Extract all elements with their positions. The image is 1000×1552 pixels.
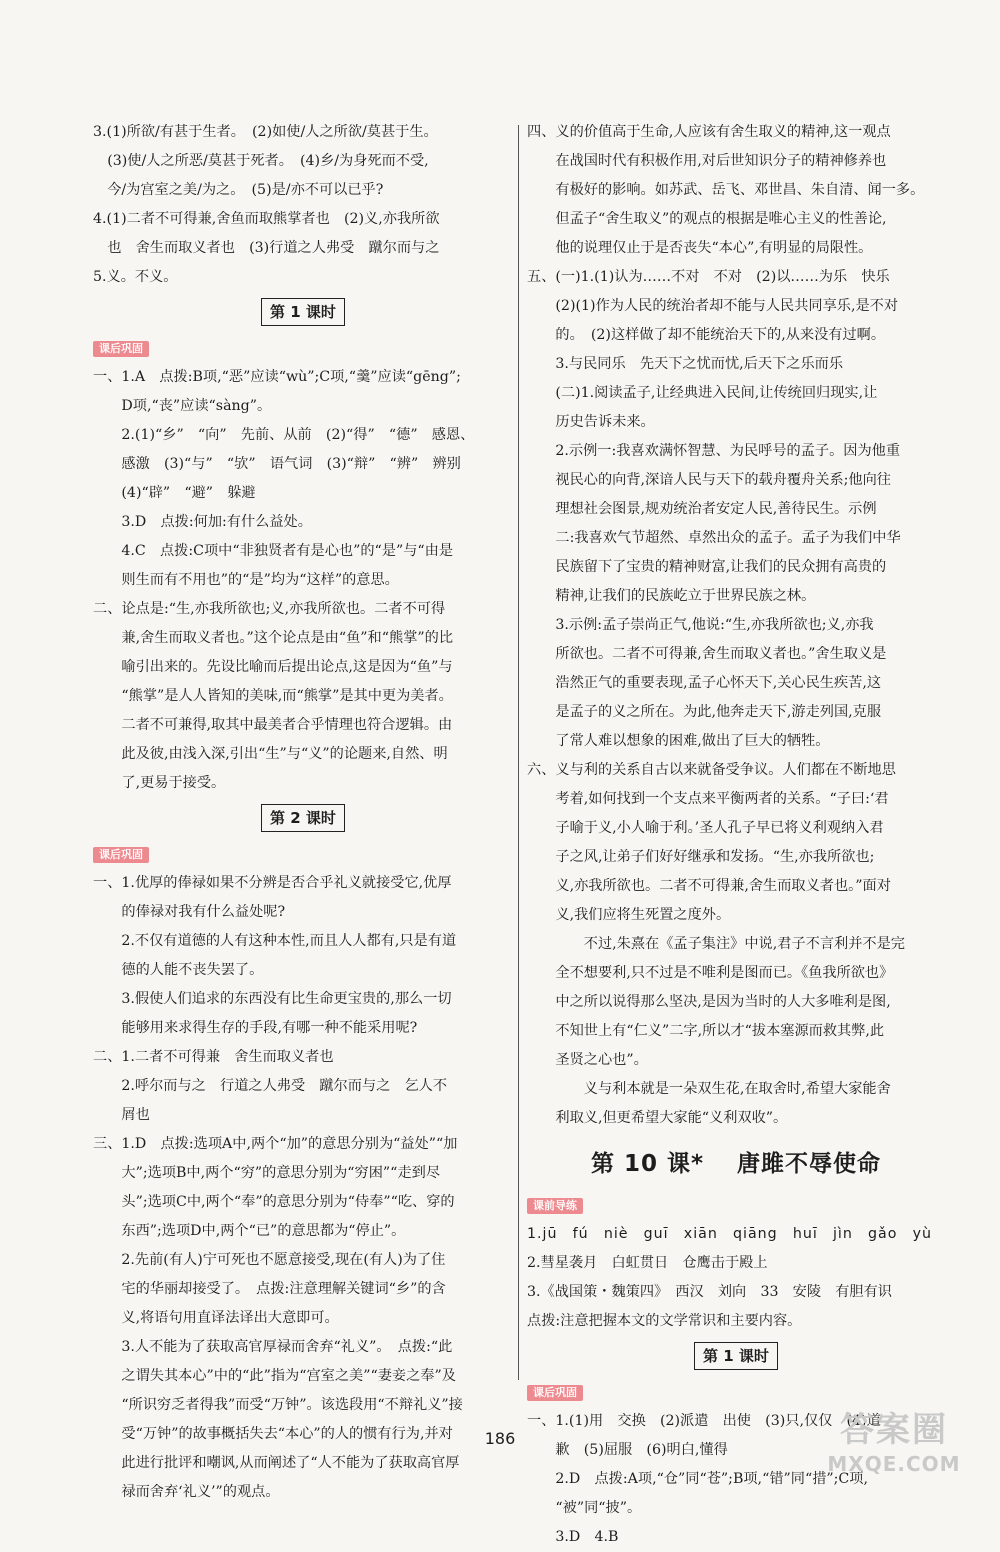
text-line: 歉 (5)屈服 (6)明白,懂得 bbox=[555, 1442, 728, 1458]
text-line: 也 舍生而取义者也 (3)行道之人弗受 蹴尔而与之 bbox=[107, 240, 440, 256]
text-line: 义与利本就是一朵双生花,在取舍时,希望大家能舍 bbox=[583, 1081, 891, 1097]
text-line: 考着,如何找到一个支点来平衡两者的关系。“子曰:‘君 bbox=[555, 791, 889, 807]
text-line: 二、论点是:“生,亦我所欲也;义,亦我所欲也。二者不可得 bbox=[93, 601, 446, 617]
section-heading: 第 1 课时 bbox=[261, 298, 345, 326]
text-line: D项,“丧”应读“sàng”。 bbox=[121, 398, 272, 414]
lesson-title: 第 10 课* 唐雎不辱使命 bbox=[590, 1151, 882, 1177]
text-line: (2)(1)作为人民的统治者却不能与人民共同享乐,是不对 bbox=[555, 298, 899, 314]
text-line: 义,亦我所欲也。二者不可得兼,舍生而取义者也。”面对 bbox=[555, 878, 891, 894]
section-tag: 课后巩固 bbox=[93, 341, 149, 357]
text-line: 中之所以说得那么坚决,是因为当时的人大多唯利是图, bbox=[555, 994, 891, 1010]
text-line: 3.《战国策・魏策四》 西汉 刘向 33 安陵 有胆有识 bbox=[527, 1284, 892, 1300]
text-line: 感激 (3)“与” “欤” 语气词 (3)“辩” “辨” 辨别 bbox=[121, 456, 461, 472]
text-line: 理想社会图景,规劝统治者安定人民,善待民生。示例 bbox=[555, 501, 877, 517]
text-line: 3.假使人们追求的东西没有比生命更宝贵的,那么一切 bbox=[121, 991, 452, 1007]
text-line: “熊掌”是人人皆知的美味,而“熊掌”是其中更为美者。 bbox=[121, 688, 453, 704]
text-line: 不知世上有“仁义”二字,所以才“拔本塞源而救其弊,此 bbox=[555, 1023, 885, 1039]
text-line: 不过,朱熹在《孟子集注》中说,君子不言利并不是完 bbox=[583, 936, 905, 952]
text-line: 一、1.优厚的俸禄如果不分辨是否合乎礼义就接受它,优厚 bbox=[93, 875, 452, 891]
text-line: 东西”;选项D中,两个“已”的意思都为“停止”。 bbox=[121, 1223, 406, 1239]
text-line: 的俸禄对我有什么益处呢? bbox=[121, 904, 286, 920]
text-line: 历史告诉未来。 bbox=[555, 414, 655, 430]
text-line: 所欲也。二者不可得兼,舍生而取义者也。”舍生取义是 bbox=[555, 646, 887, 662]
text-line: 全不想要利,只不过是不唯利是图而已。《鱼我所欲也》 bbox=[555, 965, 894, 981]
text-line: 大”;选项B中,两个“穷”的意思分别为“穷困”“走到尽 bbox=[121, 1165, 441, 1181]
text-line: 三、1.D 点拨:选项A中,两个“加”的意思分别为“益处”“加 bbox=[93, 1136, 458, 1152]
text-line: 了,更易于接受。 bbox=[121, 775, 226, 791]
text-line: 1.jū fú niè guī xiān qiāng huī jìn gǎo yù bbox=[527, 1226, 932, 1242]
text-line: 子之风,让弟子们好好继承和发扬。“生,亦我所欲也; bbox=[555, 849, 875, 865]
watermark-logo: 答案圈 bbox=[840, 1410, 948, 1450]
text-line: 二、1.二者不可得兼 舍生而取义者也 bbox=[93, 1049, 334, 1065]
text-line: 是孟子的义之所在。为此,他奔走天下,游走列国,克服 bbox=[555, 704, 882, 720]
text-line: 3.人不能为了获取高官厚禄而舍弃“礼义”。 点拨:“此 bbox=[121, 1339, 453, 1355]
text-line: 今/为宫室之美/为之。 (5)是/亦不可以已乎? bbox=[107, 182, 384, 198]
text-line: 之谓失其本心”中的“此”指为“宫室之美”“妻妾之奉”及 bbox=[121, 1368, 456, 1384]
text-line: 屑也 bbox=[121, 1107, 150, 1123]
text-line: 二者不可兼得,取其中最美者合乎情理也符合逻辑。由 bbox=[121, 717, 453, 733]
text-line: 点拨:注意把握本文的文学常识和主要内容。 bbox=[527, 1313, 802, 1329]
watermark bbox=[808, 1408, 980, 1486]
text-line: 能够用来求得生存的手段,有哪一种不能采用呢? bbox=[121, 1020, 418, 1036]
text-line: 禄而舍弃‘礼义’”的观点。 bbox=[121, 1484, 280, 1500]
text-line: 五、(一)1.(1)认为……不对 不对 (2)以……为乐 快乐 bbox=[527, 269, 890, 285]
text-line: 四、义的价值高于生命,人应该有舍生取义的精神,这一观点 bbox=[527, 124, 891, 140]
text-line: 4.(1)二者不可得兼,舍鱼而取熊掌者也 (2)义,亦我所欲 bbox=[93, 211, 440, 227]
text-line: 他的说理仅止于是否丧失“本心”,有明显的局限性。 bbox=[555, 240, 873, 256]
text-line: 3.(1)所欲/有甚于生者。 (2)如使/人之所欲/莫甚于生。 bbox=[93, 124, 438, 140]
text-line: 子喻于义,小人喻于利。’圣人孔子早已将义利观纳入君 bbox=[555, 820, 884, 836]
text-line: 利取义,但更希望大家能“义利双收”。 bbox=[555, 1110, 788, 1126]
text-line: 视民心的向背,深谙人民与天下的载舟覆舟关系;他向往 bbox=[555, 472, 891, 488]
text-line: 宅的华丽却接受了。 点拨:注意理解关键词“乡”的含 bbox=[121, 1281, 446, 1297]
text-line: 兼,舍生而取义者也。”这个论点是由“鱼”和“熊掌”的比 bbox=[121, 630, 454, 646]
text-line: 了常人难以想象的困难,做出了巨大的牺牲。 bbox=[555, 733, 830, 749]
text-line: 则生而有不用也”的“是”均为“这样”的意思。 bbox=[121, 572, 399, 588]
text-line: 浩然正气的重要表现,孟子心怀天下,关心民生疾苦,这 bbox=[555, 675, 882, 691]
text-line: 喻引出来的。先设比喻而后提出论点,这是因为“鱼”与 bbox=[121, 659, 453, 675]
text-line: 3.与民同乐 先天下之忧而忧,后天下之乐而乐 bbox=[555, 356, 844, 372]
text-line: 2.(1)“乡” “向” 先前、从前 (2)“得” “德” 感恩、 bbox=[121, 427, 475, 443]
text-line: 3.示例:孟子崇尚正气,他说:“生,亦我所欲也;义,亦我 bbox=[555, 617, 874, 633]
column-divider bbox=[518, 125, 519, 1380]
section-heading: 第 2 课时 bbox=[261, 804, 345, 832]
text-line: 此及彼,由浅入深,引出“生”与“义”的论题来,自然、明 bbox=[121, 746, 448, 762]
text-line: 3.D 点拨:何加:有什么益处。 bbox=[121, 514, 312, 530]
text-line: 义,将语句用直译法译出大意即可。 bbox=[121, 1310, 339, 1326]
left-column bbox=[93, 118, 513, 1507]
text-line: 2.示例一:我喜欢满怀智慧、为民呼号的孟子。因为他重 bbox=[555, 443, 901, 459]
text-line: 德的人能不丧失罢了。 bbox=[121, 962, 264, 978]
text-line: 此进行批评和嘲讽,从而阐述了“人不能为了获取高官厚 bbox=[121, 1455, 460, 1471]
text-line: 5.义。不义。 bbox=[93, 269, 178, 285]
text-line: 的。 (2)这样做了却不能统治天下的,从来没有过啊。 bbox=[555, 327, 886, 343]
text-line: 一、1.(1)用 交换 (2)派遣 出使 (3)只,仅仅 (4)道 bbox=[527, 1413, 881, 1429]
watermark-url: MXQE.COM bbox=[827, 1452, 961, 1476]
text-line: 2.不仅有道德的人有这种本性,而且人人都有,只是有道 bbox=[121, 933, 457, 949]
text-line: (二)1.阅读孟子,让经典进入民间,让传统回归现实,让 bbox=[555, 385, 878, 401]
section-tag: 课后巩固 bbox=[527, 1385, 583, 1401]
text-line: “所识穷乏者得我”而受“万钟”。该选段用“不辩礼义”接 bbox=[121, 1397, 463, 1413]
text-line: 3.D 4.B bbox=[555, 1529, 619, 1545]
text-line: 2.D 点拨:A项,“仓”同“苍”;B项,“错”同“措”;C项, bbox=[555, 1471, 868, 1487]
text-line: 一、1.A 点拨:B项,“恶”应读“wù”;C项,“羹”应读“gēng”; bbox=[93, 369, 461, 385]
text-line: 圣贤之心也”。 bbox=[555, 1052, 648, 1068]
text-line: 有极好的影响。如苏武、岳飞、邓世昌、朱自清、闻一多。 bbox=[555, 182, 925, 198]
text-line: 头”;选项C中,两个“奉”的意思分别为“侍奉”“吃、穿的 bbox=[121, 1194, 455, 1210]
text-line: “被”同“披”。 bbox=[555, 1500, 642, 1516]
section-heading: 第 1 课时 bbox=[694, 1342, 778, 1370]
text-line: 二:我喜欢气节超然、卓然出众的孟子。孟子为我们中华 bbox=[555, 530, 901, 546]
section-tag: 课前导练 bbox=[527, 1198, 583, 1214]
text-line: (3)使/人之所恶/莫甚于死者。 (4)乡/为身死而不受, bbox=[107, 153, 429, 169]
right-column bbox=[527, 118, 945, 1552]
text-line: 六、义与利的关系自古以来就备受争议。人们都在不断地思 bbox=[527, 762, 896, 778]
text-line: (4)“辟” “避” 躲避 bbox=[121, 485, 256, 501]
text-line: 2.先前(有人)宁可死也不愿意接受,现在(有人)为了住 bbox=[121, 1252, 446, 1268]
text-line: 义,我们应将生死置之度外。 bbox=[555, 907, 731, 923]
section-tag: 课后巩固 bbox=[93, 847, 149, 863]
text-line: 2.彗星袭月 白虹贯日 仓鹰击于殿上 bbox=[527, 1255, 768, 1271]
page-number: 186 bbox=[484, 1429, 516, 1448]
text-line: 精神,让我们的民族屹立于世界民族之林。 bbox=[555, 588, 816, 604]
text-line: 但孟子“舍生取义”的观点的根据是唯心主义的性善论, bbox=[555, 211, 887, 227]
text-line: 4.C 点拨:C项中“非独贤者有是心也”的“是”与“由是 bbox=[121, 543, 454, 559]
text-line: 受“万钟”的故事概括失去“本心”的人的惯有行为,并对 bbox=[121, 1426, 453, 1442]
text-line: 2.呼尔而与之 行道之人弗受 蹴尔而与之 乞人不 bbox=[121, 1078, 448, 1094]
text-line: 在战国时代有积极作用,对后世知识分子的精神修养也 bbox=[555, 153, 887, 169]
text-line: 民族留下了宝贵的精神财富,让我们的民众拥有高贵的 bbox=[555, 559, 887, 575]
